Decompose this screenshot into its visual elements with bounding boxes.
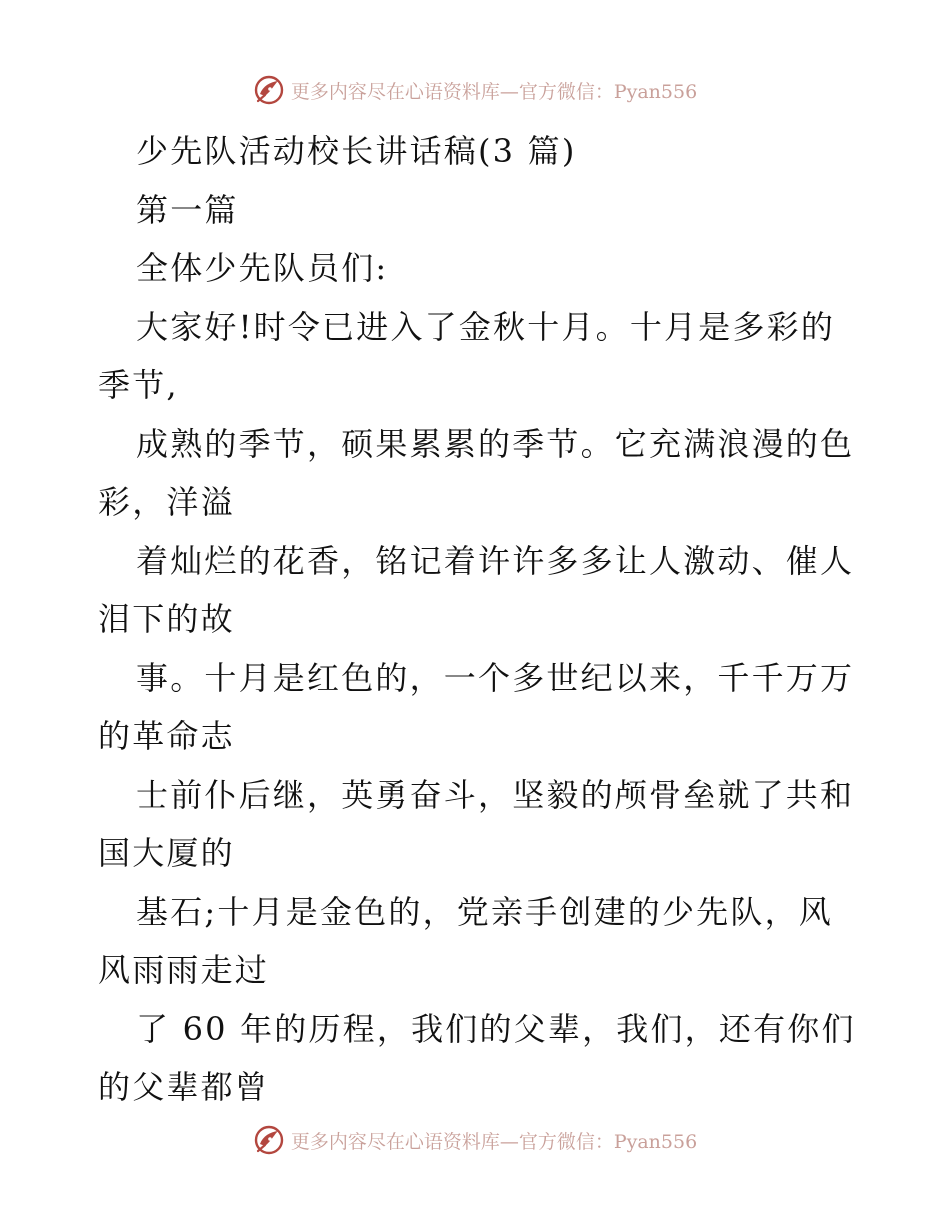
text-line: 风雨雨走过: [98, 951, 270, 989]
text-line: 彩，洋溢: [98, 483, 235, 521]
text-line: 成熟的季节，硕果累累的季节。它充满浪漫的色: [136, 424, 855, 463]
text-line: 第一篇: [136, 190, 239, 229]
document-title: 少先队活动校长讲话稿(3 篇): [136, 132, 577, 170]
header-banner: [0, 70, 950, 110]
footer-banner-text: 更多内容尽在心语资料库—官方微信：Pyan556: [290, 1130, 698, 1153]
text-line: 基石;十月是金色的，党亲手创建的少先队，风: [136, 892, 833, 931]
text-line: 着灿烂的花香，铭记着许许多多让人激动、催人: [136, 541, 855, 580]
document-body: [98, 122, 858, 1117]
text-line: 的革命志: [98, 717, 235, 755]
text-line: 士前仆后继，英勇奋斗，坚毅的颅骨垒就了共和: [136, 775, 855, 814]
text-line: 了 60 年的历程，我们的父辈，我们，还有你们: [136, 1009, 856, 1048]
pen-nib-circle-icon: [253, 1124, 285, 1156]
text-line: 泪下的故: [98, 600, 235, 638]
text-line: 全体少先队员们:: [136, 249, 389, 287]
footer-banner: [0, 1120, 950, 1160]
header-banner-text: 更多内容尽在心语资料库—官方微信：Pyan556: [290, 80, 698, 103]
text-line: 季节,: [98, 366, 179, 404]
text-line: 的父辈都曾: [98, 1068, 270, 1106]
pen-nib-circle-icon: [253, 74, 285, 106]
text-line: 国大厦的: [98, 834, 235, 872]
text-line: 事。十月是红色的，一个多世纪以来，千千万万: [136, 658, 855, 697]
text-line: 大家好!时令已进入了金秋十月。十月是多彩的: [136, 307, 836, 346]
